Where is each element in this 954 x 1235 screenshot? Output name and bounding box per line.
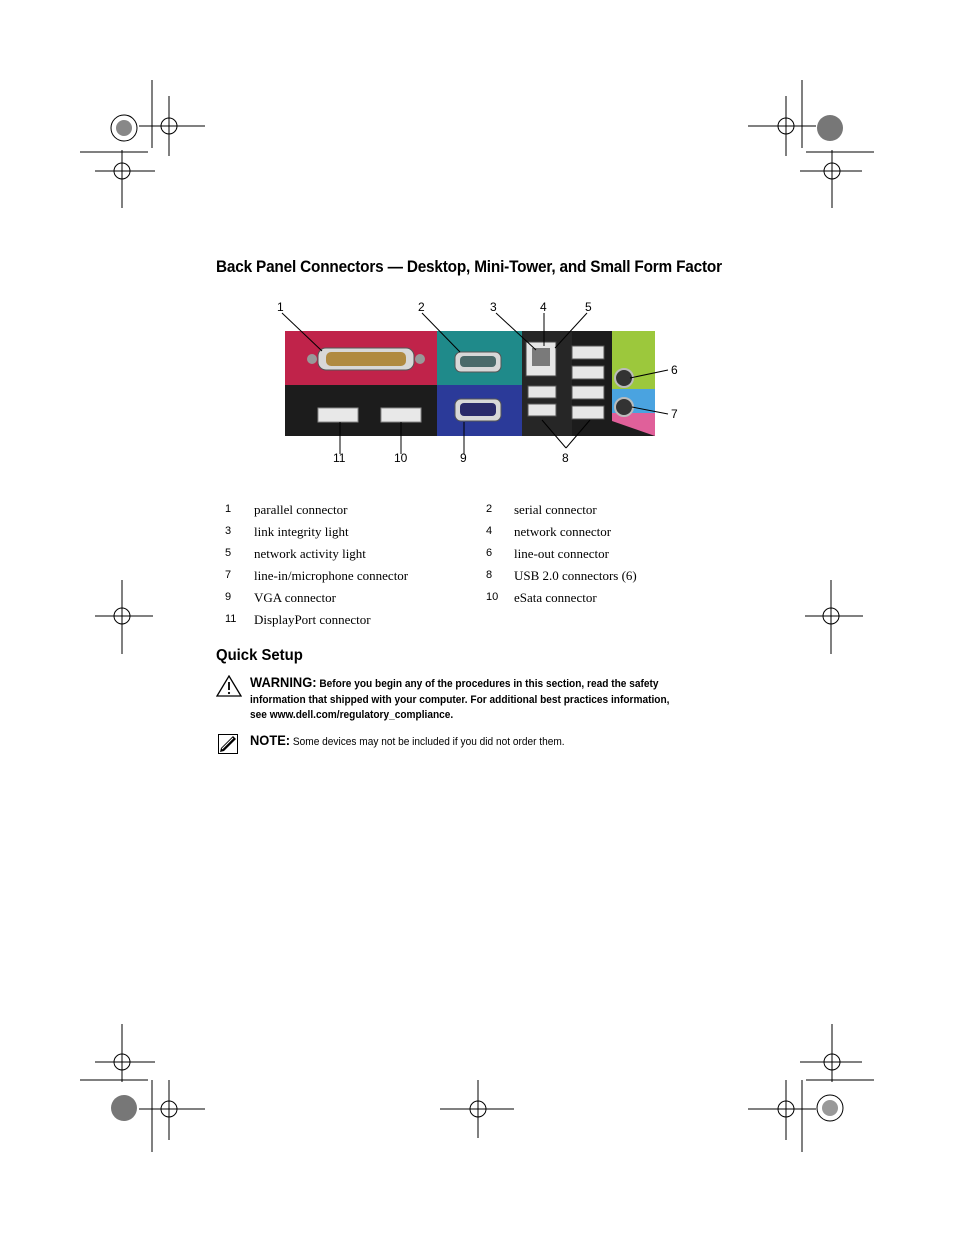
legend-number: 2: [486, 503, 493, 515]
usb-port: [528, 404, 556, 416]
legend-row: [222, 610, 682, 632]
legend-row: [222, 588, 682, 610]
back-panel-illustration: [260, 296, 690, 466]
esata-connector: [381, 408, 421, 422]
usb-port: [572, 386, 604, 399]
registration-mark-mid-right: [805, 580, 865, 660]
legend-number: 11: [225, 613, 237, 625]
legend-text: serial connector: [514, 502, 597, 517]
legend-text: USB 2.0 connectors (6): [514, 568, 637, 583]
parallel-pins: [326, 352, 406, 366]
section-title: Quick Setup: [216, 647, 303, 664]
legend-text: line-out connector: [514, 546, 609, 561]
callout-3: 3: [490, 300, 497, 314]
usb-port: [572, 346, 604, 359]
callout-7: 7: [671, 407, 678, 421]
callout-2: 2: [418, 300, 425, 314]
note-body: Some devices may not be included if you did not order them.: [292, 736, 565, 748]
callout-8: 8: [562, 451, 569, 465]
callout-11: 11: [333, 451, 346, 465]
legend-number: 7: [225, 569, 232, 581]
legend-number: 4: [486, 525, 493, 537]
line-in-jack: [615, 398, 633, 416]
connector-legend: [222, 500, 682, 632]
warning-label: WARNING:: [250, 674, 317, 690]
registration-mark-bottom-center: [440, 1080, 520, 1140]
legend-row: [222, 522, 682, 544]
warning-body: Before you begin any of the procedures in this section, read the safety information that shipped with your computer. For additional best practices information, see www.dell.com/regulatory_compliance.: [250, 678, 670, 721]
page-title: Back Panel Connectors — Desktop, Mini-Tower, and Small Form Factor: [216, 258, 722, 276]
vga-pins: [460, 403, 496, 416]
note-label: NOTE:: [250, 732, 291, 748]
registration-mark-top-left: [80, 80, 220, 220]
legend-text: link integrity light: [254, 524, 349, 539]
legend-text: VGA connector: [254, 590, 336, 605]
callout-10: 10: [394, 451, 408, 465]
callout-6: 6: [671, 363, 678, 377]
warning-triangle-icon: [216, 675, 242, 702]
parallel-screw: [307, 354, 317, 364]
legend-number: 3: [225, 525, 232, 537]
legend-number: 5: [225, 547, 232, 559]
registration-mark-top-right: [734, 80, 874, 220]
parallel-screw: [415, 354, 425, 364]
legend-number: 6: [486, 547, 493, 559]
registration-mark-bottom-left: [80, 1020, 220, 1160]
callout-9: 9: [460, 451, 467, 465]
legend-number: 8: [486, 569, 493, 581]
callout-5: 5: [585, 300, 592, 314]
legend-text: parallel connector: [254, 502, 348, 517]
note-text: [250, 733, 673, 751]
legend-row: [222, 566, 682, 588]
callout-4: 4: [540, 300, 547, 314]
warning-text: [250, 675, 673, 724]
legend-row: [222, 500, 682, 522]
usb-port: [528, 386, 556, 398]
usb-port: [572, 366, 604, 379]
registration-mark-mid-left: [95, 580, 155, 660]
legend-number: 1: [225, 503, 232, 515]
network-port: [532, 348, 550, 366]
legend-text: line-in/microphone connector: [254, 568, 409, 583]
legend-text: DisplayPort connector: [254, 612, 371, 627]
legend-number: 9: [225, 591, 232, 603]
serial-pins: [460, 356, 496, 367]
legend-text: network connector: [514, 524, 612, 539]
legend-text: eSata connector: [514, 590, 597, 605]
note-pencil-icon: [218, 734, 238, 759]
displayport-connector: [318, 408, 358, 422]
legend-number: 10: [486, 591, 499, 603]
back-panel-figure: [260, 296, 690, 466]
legend-text: network activity light: [254, 546, 366, 561]
legend-row: [222, 544, 682, 566]
registration-mark-bottom-right: [734, 1020, 874, 1160]
callout-1: 1: [277, 300, 284, 314]
usb-port: [572, 406, 604, 419]
